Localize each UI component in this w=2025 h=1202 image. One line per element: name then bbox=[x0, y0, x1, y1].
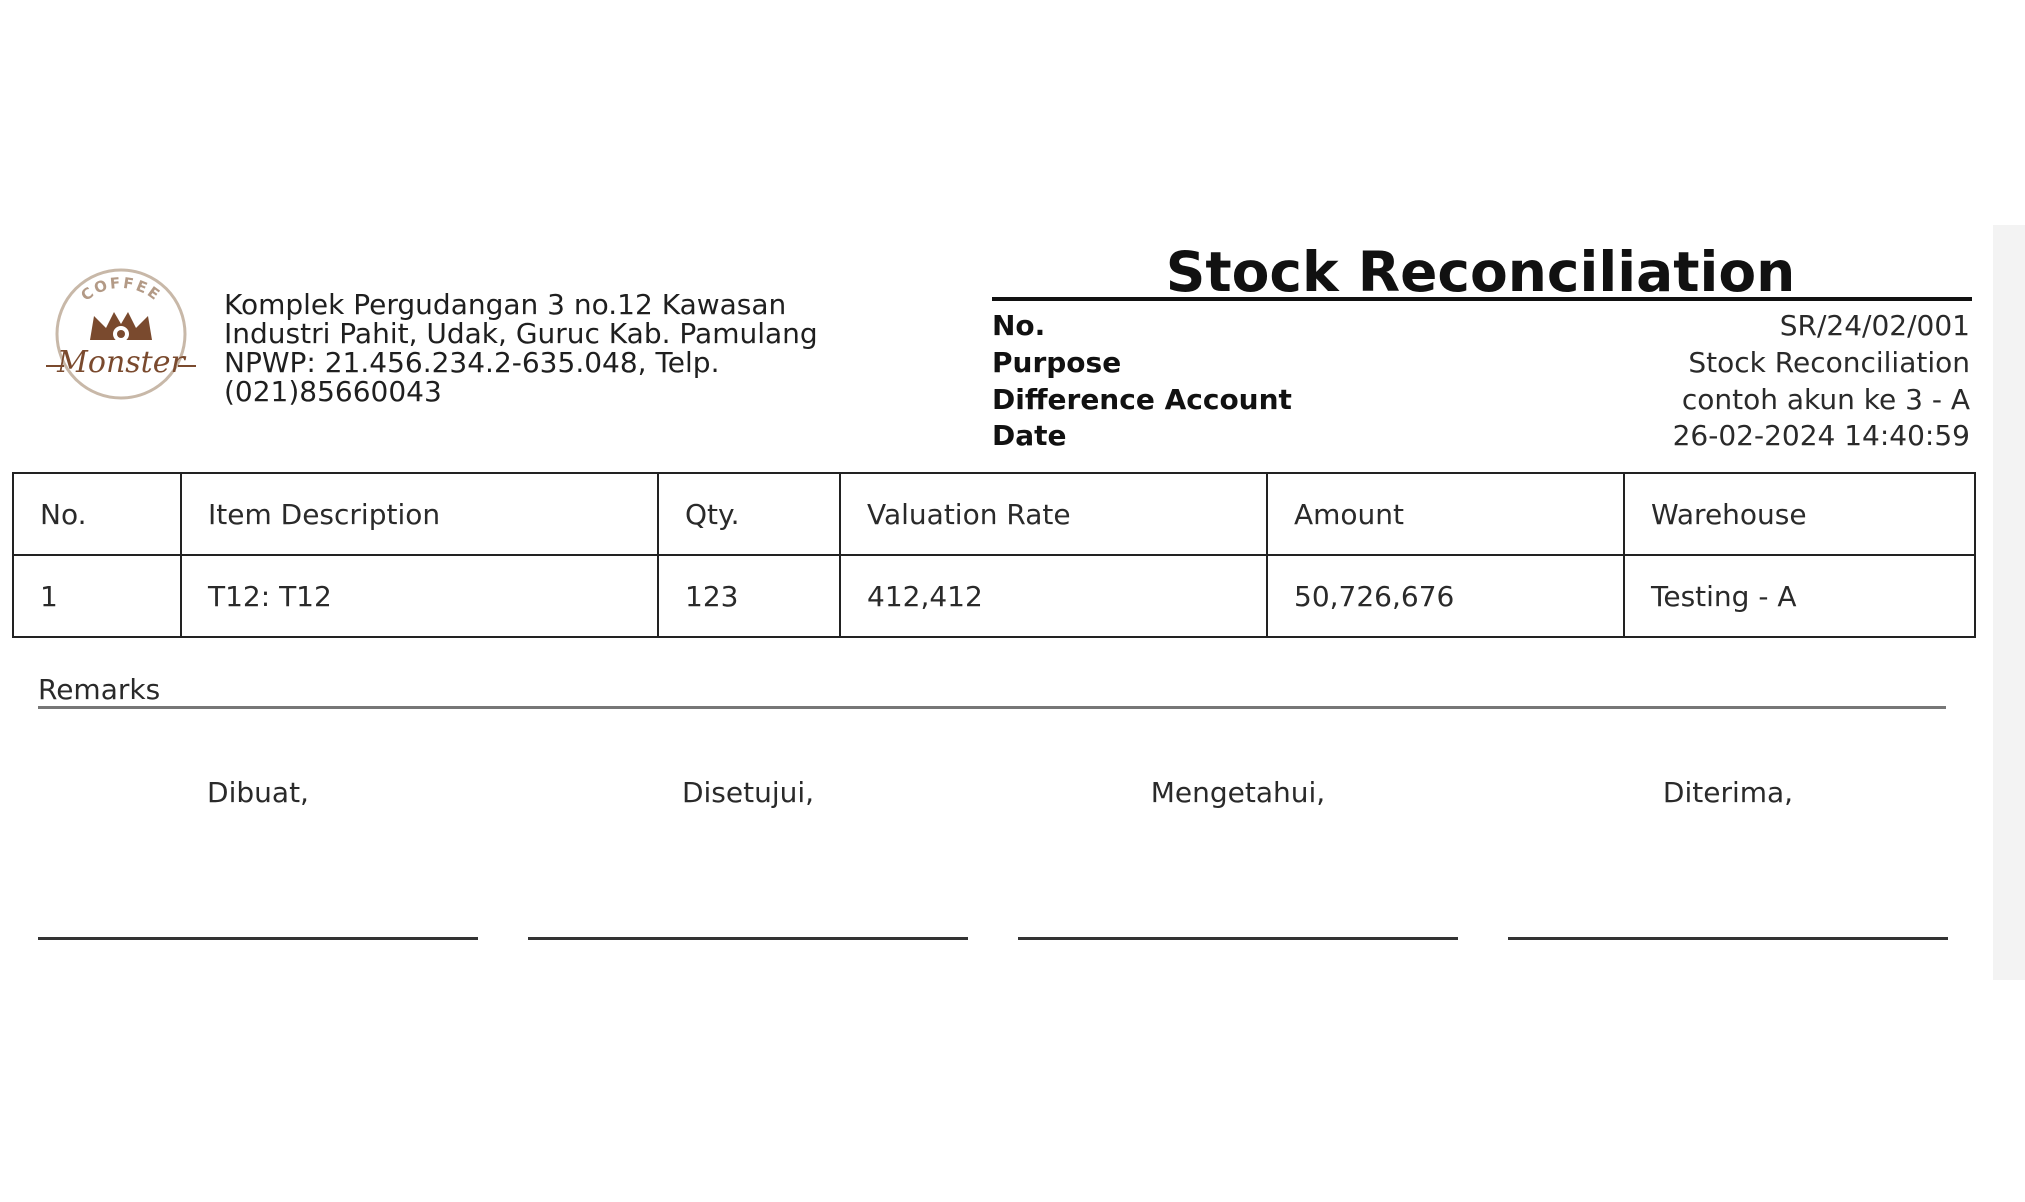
meta-label: Date bbox=[992, 419, 1067, 452]
signature-block-mengetahui bbox=[1018, 775, 1458, 945]
svg-text:Monster: Monster bbox=[57, 345, 185, 380]
column-header-qty: Qty. bbox=[658, 473, 840, 555]
signature-line bbox=[1508, 937, 1948, 940]
cell-no: 1 bbox=[13, 555, 181, 637]
cell-warehouse: Testing - A bbox=[1624, 555, 1975, 637]
meta-row-difference-account bbox=[992, 382, 1970, 418]
meta-row-number bbox=[992, 308, 1970, 344]
signature-block-dibuat bbox=[38, 775, 478, 945]
remarks-underline bbox=[38, 706, 1946, 709]
meta-row-purpose bbox=[992, 345, 1970, 381]
column-header-item-description: Item Description bbox=[181, 473, 658, 555]
column-header-amount: Amount bbox=[1267, 473, 1624, 555]
meta-label: No. bbox=[992, 309, 1046, 342]
table-row bbox=[13, 555, 1975, 637]
signature-label: Dibuat, bbox=[207, 776, 309, 809]
signature-block-diterima bbox=[1508, 775, 1948, 945]
meta-row-date bbox=[992, 418, 1970, 454]
meta-value: Stock Reconciliation bbox=[1688, 346, 1970, 379]
items-table bbox=[12, 472, 1976, 638]
meta-value: contoh akun ke 3 - A bbox=[1681, 383, 1970, 416]
signature-label: Disetujui, bbox=[681, 776, 815, 809]
cell-item-description: T12: T12 bbox=[181, 555, 658, 637]
meta-value: SR/24/02/001 bbox=[1779, 309, 1970, 342]
remarks-label: Remarks bbox=[38, 673, 161, 706]
signature-label: Mengetahui, bbox=[1150, 776, 1326, 809]
company-address: Komplek Pergudangan 3 no.12 Kawasan Industri Pahit, Udak, Guruc Kab. Pamulang NPWP: 21.456.234.2-635.048, Telp. (021)85660043 bbox=[224, 288, 818, 408]
signature-block-disetujui bbox=[528, 775, 968, 945]
meta-value: 26-02-2024 14:40:59 bbox=[1672, 419, 1970, 452]
signature-line bbox=[528, 937, 968, 940]
cell-qty: 123 bbox=[658, 555, 840, 637]
column-header-no: No. bbox=[13, 473, 181, 555]
column-header-warehouse: Warehouse bbox=[1624, 473, 1975, 555]
signature-label: Diterima, bbox=[1662, 776, 1794, 809]
signature-line bbox=[38, 937, 478, 940]
signature-line bbox=[1018, 937, 1458, 940]
meta-label: Purpose bbox=[992, 346, 1122, 379]
svg-text:COFFEE: COFFEE bbox=[77, 273, 165, 305]
cell-amount: 50,726,676 bbox=[1267, 555, 1624, 637]
document-title: Stock Reconciliation bbox=[1165, 240, 1796, 304]
title-underline bbox=[992, 297, 1972, 301]
meta-label: Difference Account bbox=[992, 383, 1292, 416]
page-side-strip bbox=[1993, 225, 2025, 980]
cell-valuation-rate: 412,412 bbox=[840, 555, 1267, 637]
coffee-monster-logo bbox=[42, 262, 200, 412]
column-header-valuation-rate: Valuation Rate bbox=[840, 473, 1267, 555]
table-header-row bbox=[13, 473, 1975, 555]
